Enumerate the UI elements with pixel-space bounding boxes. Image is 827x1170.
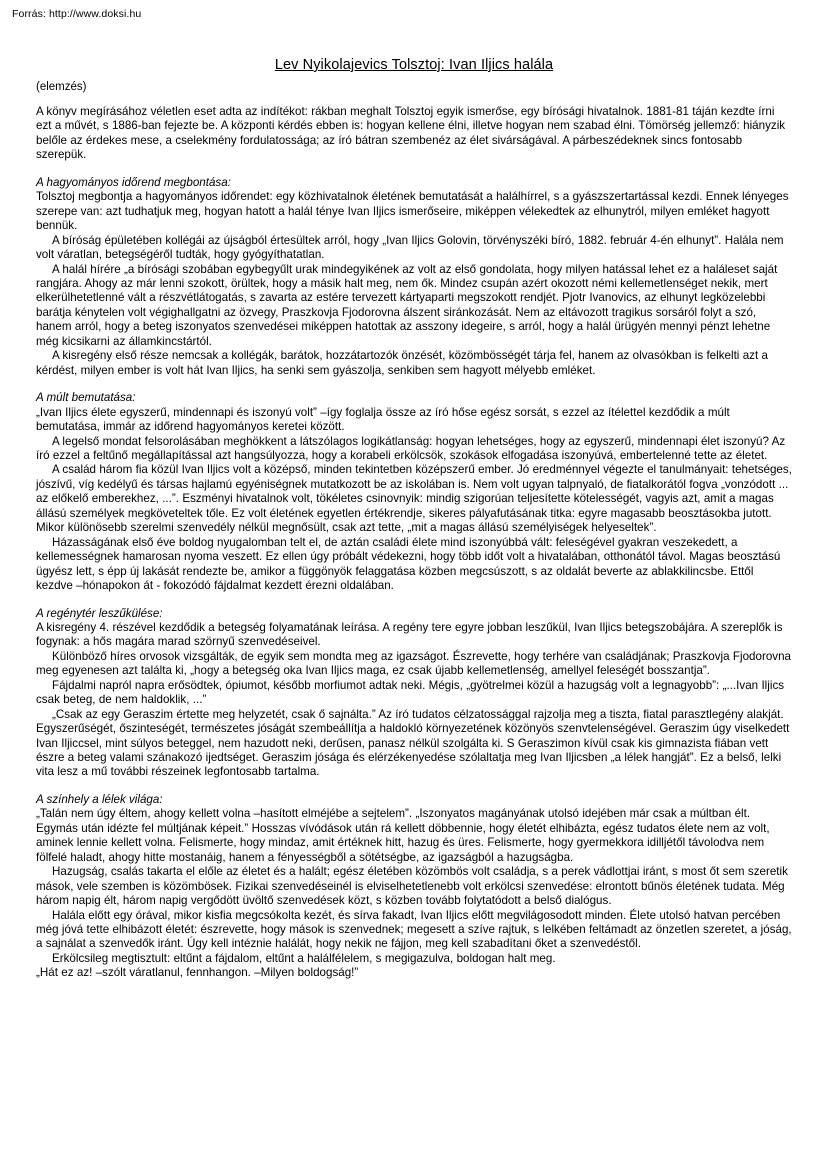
section-paragraph: „Ivan Iljics élete egyszerű, mindennapi és iszonyú volt” –így foglalja össze az író hőse egész sorsát, s ezzel az ítélettel kezdődik a múlt bemutatása, immár az időrend hagyományos keretei között. [36,405,730,434]
section-paragraph: A család három fia közül Ivan Iljics volt a középső, minden tekintetben középszerű ember. Jó eredménnyel végezte el tanulmányait: tehetséges, jószívű, víg kedélyű és társas hajlamú egyéniségnek mutatkozott be az iskolában is. Nem volt ugyan talpnyaló, de fiatalkorától fogva „vonzódott ... az előkelő emberekhez, ...”. Eszményi hivatalnok volt, tökéletes csinovnyik: mindig szigorúan teljesítette kötelességét, vagyis azt, amit a magas állású személyek megköveteltek tőle. Ez volt életének egyetlen értékrendje, sikeres pályafutásának titka: egyre magasabb beosztásokba jutott. Mikor különösebb szerelmi szenvedély nélkül megnősült, csak azt tette, „mit a magas állású személyiségek helyeseltek”. [36,463,792,535]
section-paragraph: A halál hírére „a bírósági szobában egybegyűlt urak mindegyikének az volt az első gondolata, hogy milyen hatással lehet ez a haláleset saját rangjára. Ahogy az már lenni szokott, örültek, hogy a másik halt meg, nem ők. Mindez csupán azért okozott némi kellemetlenséget nekik, mert elkerülhetetlenné vált a részvétlátogatás, s zavarta az estére tervezett kártyaparti megszokott rendjét. Pjotr Ivanovics, az elhunyt legközelebbi barátja kénytelen volt végighallgatni az özvegy, Praszkovja Fjodorovna álszent siránkozását. Nem az eltávozott tragikus sorsáról folyt a szó, hanem arról, hogy a beteg iszonyatos szenvedései miképpen hatottak az asszony idegeire, s arról, hogy a halál ürügyén mennyi pénzt lehetne még kicsikarni az államkincstártól. [36,262,778,348]
section-paragraph: Különböző híres orvosok vizsgálták, de egyik sem mondta meg az igazságot. Észrevette, hogy terhére van családjának; Praszkovja Fjodorovna meg egyenesen azt találta ki, „hogy a betegség oka Ivan Iljics maga, ez csak újabb kellemetlenség, amellyel feleségét bosszantja”. [36,649,792,678]
spacer [36,378,792,391]
section-paragraph: Hazugság, csalás takarta el előle az életet és a halált; egész életében közömbös volt családja, s a perek vádlottjai iránt, s most őt sem szeretik mások, vele szemben is közömbösek. Fizikai szenvedéseinél is elviselhetetlenebb volt erkölcsi szenvedése: elrontott bűnös életének tudata. Még három napig élt, három napig vergődött üvöltő szenvedések közt, s közben tovább folytatódott a belső dialógus. [36,865,788,908]
section-paragraph: Erkölcsileg megtisztult: eltűnt a fájdalom, eltűnt a halálfélelem, s megigazulva, boldogan halt meg. [52,951,556,965]
section-paragraph: Házasságának első éve boldog nyugalomban telt el, de aztán családi élete mind iszonyúbbá vált: feleségével gyakran veszekedett, a kellemességnek hamarosan nyoma veszett. Ez ellen úgy próbált védekezni, hogy több időt volt a hivatalában, otthonától távol. Magas beosztású ügyész lett, s épp új lakását rendezte be, amikor a függönyök felaggatása közben megcsúszott, s az oldalát beverte az ablakkilincsbe. Ettől kezdve –hónapokon át - fokozódó fájdalmat kezdett érezni oldalában. [36,535,781,593]
section-heading: A színhely a lélek világa: [36,792,163,806]
spacer [36,780,792,793]
spacer [36,163,792,176]
section-paragraph: „Csak az egy Geraszim értette meg helyzetét, csak ő sajnálta.” Az író tudatos célzatossággal rajzolja meg a tiszta, fiatal parasztlegény alakját. Egyszerűségét, őszinteségét, természetes jóságát szembeállítja a haldokló környezetének közönyös szenvtelenségével. Geraszim úgy viselkedett Ivan Iljiccsel, mint súlyos beteggel, nem hazudott neki, derűsen, panasz nélkül szolgálta ki. S Geraszimon kívül csak kis gimnazista fiában vett észre a beteg valami szánakozó ijedtséget. Geraszim jósága és elérzékenyedése szólaltatja meg Ivan Iljicsben „a lélek hangját”. Ez a belső, lelki vita lesz a mű további részeinek legfontosabb tartalma. [36,707,790,779]
section-paragraph: A legelső mondat felsorolásában meghökkent a látszólagos logikátlanság: hogyan lehetséges, hogy az egyszerű, mindennapi élet iszonyú? Az író ezzel a feltűnő megállapítással azt hangsúlyozza, hogy a korabeli erkölcsök, szokások elfogadása iszonyúvá, embertelenné tette az életet. [36,434,786,462]
section-paragraph: „Hát ez az! –szólt váratlanul, fennhangon. –Milyen boldogság!” [36,966,359,980]
section-paragraph: A kisregény első része nemcsak a kollégák, barátok, hozzátartozók önzését, közömbösségét tárja fel, hanem az olvasókban is felkelti azt a kérdést, milyen ember is volt hát Ivan Iljics, ha senki sem gyászolja, senkiben sem hagyott mélyebb emléket. [36,349,769,377]
source-url-line: Forrás: http://www.doksi.hu [12,8,142,20]
section-paragraph: A kisregény 4. részével kezdődik a betegség folyamatának leírása. A regény tere egyre jobban leszűkül, Ivan Iljics betegszobájára. A szereplők is fogynak: a hős magára marad szörnyű szenvedéseivel. [36,620,783,649]
section-paragraph: A bíróság épületében kollégái az újságból értesültek arról, hogy „Ivan Iljics Golovin, törvényszéki bíró, 1882. február 4-én elhunyt”. Halála nem volt váratlan, betegségéről tudták, hogy gyógyíthatatlan. [36,233,784,262]
section-heading: A regénytér leszűkülése: [36,606,163,620]
section-paragraph: Halála előtt egy órával, mikor kisfia megcsókolta kezét, és sírva fakadt, Ivan Iljics előtt megvilágosodott minden. Élete utolsó hatvan percében még jóvá tette elhibázott életét: észrevette, hogy mások is szenvednek; megesett a szíve rajtuk, s lelkében feltámadt az önzetlen szeretet, a jóság, a sajnálat a szenvedők iránt. Úgy kell intéznie halálát, hogy nekik ne fájjon, meg kell szabadítani őket a szenvedéstől. [36,908,792,951]
spacer [36,594,792,607]
intro-paragraph: A könyv megírásához véletlen eset adta az indítékot: rákban meghalt Tolsztoj egyik ismerőse, egy bírósági hivatalnok. 1881-81 táján kezdte írni ezt a művét, s 1886-ban fejezte be. A központi kérdés ebben is: hogyan kellene élni, illetve hogyan nem szabad élni. Tömörség jellemző: hiányzik belőle az érdekes mese, a cselekmény fordulatossága; az író bátran szembenéz az élet sivárságával. A párbeszédeknek sincs fontosabb szerepük. [36,105,786,162]
page-title: Lev Nyikolajevics Tolsztoj: Ivan Iljics halála [274,57,554,73]
document-subtitle: (elemzés) [36,81,87,93]
section-heading: A hagyományos időrend megbontása: [36,175,231,189]
section-paragraph: Fájdalmi napról napra erősödtek, ópiumot, később morfiumot adtak neki. Mégis, „gyötrelmei közül a hazugság volt a legnagyobb”: „...Ivan Iljics csak beteg, de nem haldoklik, ...” [36,678,785,707]
section-heading: A múlt bemutatása: [36,391,136,405]
section-paragraph: „Talán nem úgy éltem, ahogy kellett volna –hasított elméjébe a sejtelem”. „Iszonyatos magányának utolsó idejében már csak a múltban élt. Egymás után idézte fel múltjának képeit.” Hosszas vívódások után rá kellett döbbennie, hogy életét elhibázta, egész tudatos élete nem az volt, aminek lennie kellett volna. Felismerte, hogy mindaz, amit értéknek hitt, hazug és üres. Felismerte, hogy gyermekkora idilljétől távolodva nem fölfelé haladt, ahogy hitte mostanáig, hanem a fényességből a sötétségbe, az igazságból a hazugságba. [36,807,770,864]
document-content [36,56,792,981]
section-paragraph: Tolsztoj megbontja a hagyományos időrendet: egy közhivatalnok életének bemutatását a halálhírrel, s a gyászszertartással kezdi. Ennek lényeges szerepe van: azt tudhatjuk meg, hogyan hatott a halál ténye Ivan Iljics ismerőseire, miképpen vélekedtek az elhunytról, milyen emléket hagyott bennük. [36,190,789,233]
